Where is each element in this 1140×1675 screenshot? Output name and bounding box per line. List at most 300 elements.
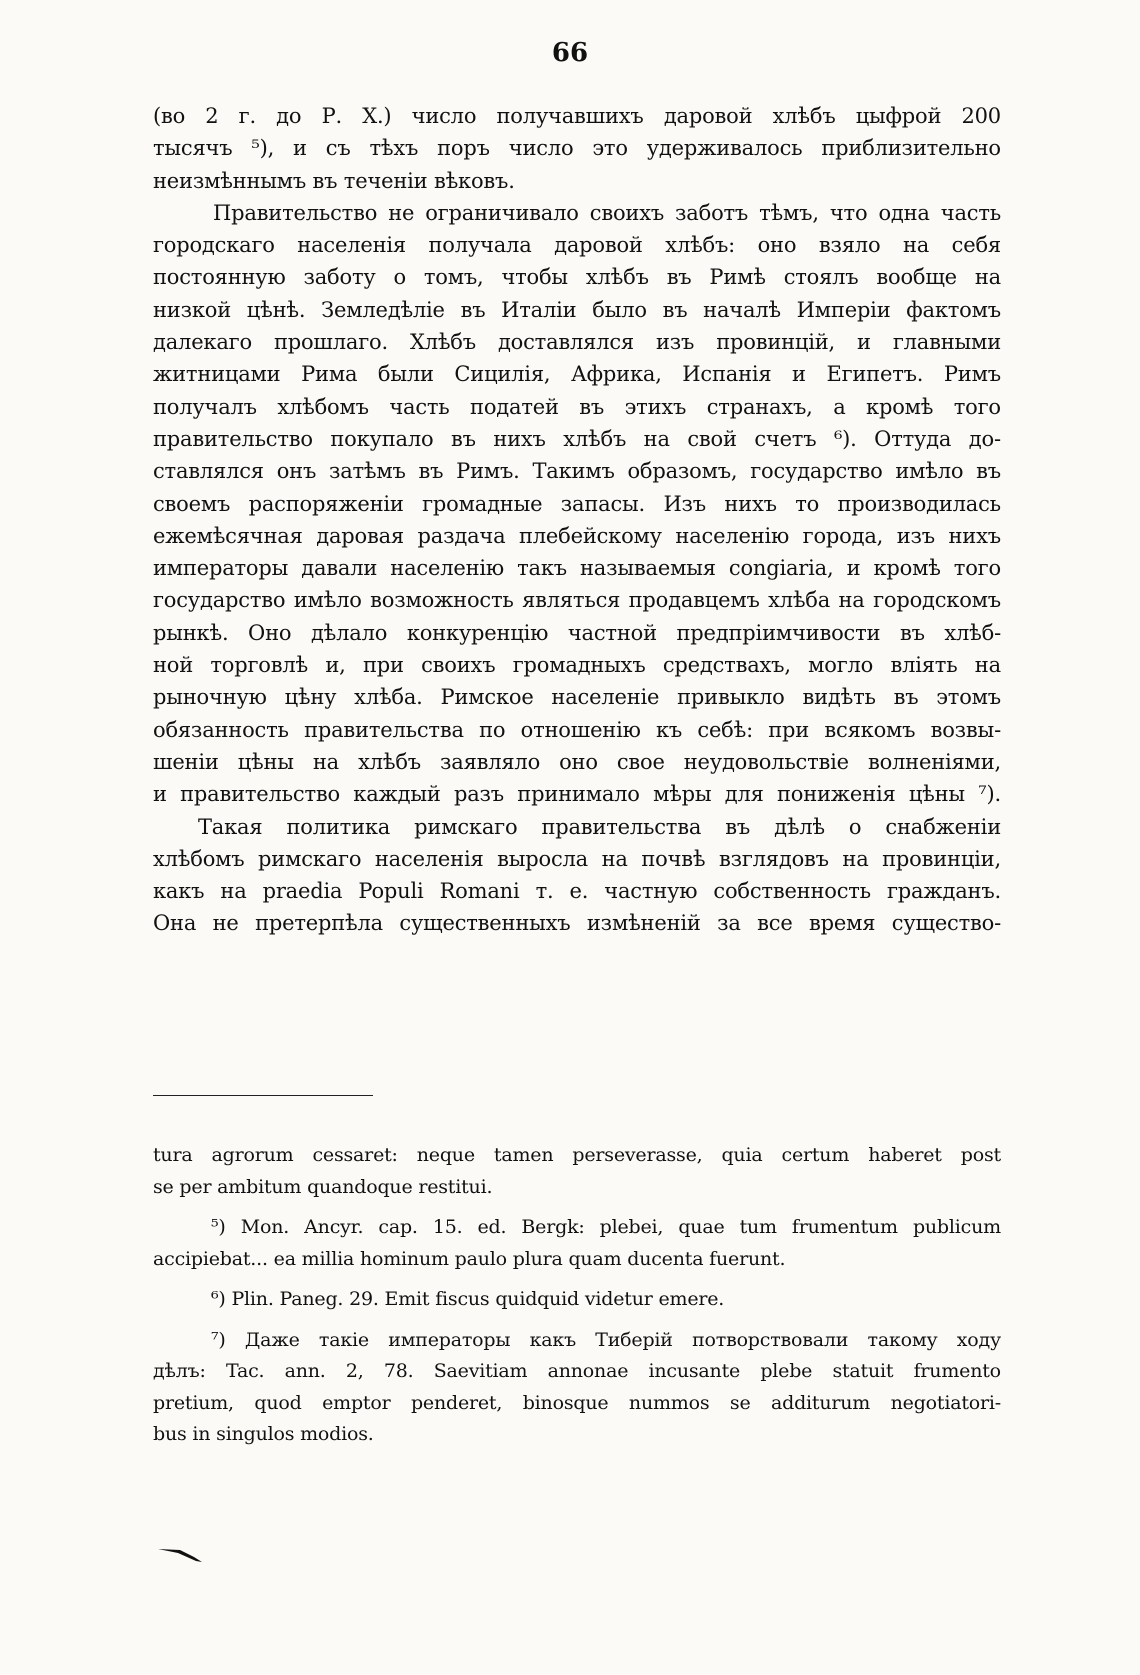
word: пониженія	[776, 782, 896, 807]
word: такъ	[517, 556, 567, 581]
word: были	[377, 362, 434, 387]
text-line	[153, 132, 1001, 164]
word: было	[592, 297, 647, 322]
word: Африка,	[570, 362, 662, 387]
word: ed.	[477, 1216, 507, 1238]
word: низкой	[153, 297, 232, 322]
word: Ancyr.	[304, 1216, 364, 1238]
word: заботу	[303, 265, 376, 290]
word: себѣ:	[697, 717, 753, 742]
word: видѣть	[802, 685, 876, 710]
footnote-6: ⁶) Plin. Paneg. 29. Emit fiscus quidquid videtur emere.	[211, 1288, 725, 1310]
word: cessaret:	[312, 1144, 398, 1166]
word: даровая	[316, 523, 404, 548]
word: plebei,	[599, 1216, 664, 1238]
word: всякомъ	[824, 717, 916, 742]
footnote-line: accipiebat... ea millia hominum paulo plura quam ducenta fuerunt.	[153, 1247, 786, 1270]
word: число	[508, 136, 574, 161]
word: взяло	[818, 233, 881, 258]
word: въ	[460, 297, 486, 322]
word: правительства	[541, 814, 702, 839]
word: ставлялся	[153, 459, 264, 484]
word: образомъ,	[627, 459, 738, 484]
word: въ	[579, 394, 605, 419]
word: Сицилія,	[454, 362, 551, 387]
word: negotiatori-	[890, 1391, 1001, 1414]
text-line	[153, 229, 1001, 261]
word: т.	[535, 879, 554, 904]
word: каждый	[353, 782, 441, 807]
word: хлѣба	[768, 588, 831, 613]
word: 200	[961, 104, 1001, 128]
word: почвѣ	[641, 846, 706, 871]
footnote-line: bus in singulos modios.	[153, 1423, 374, 1445]
word: заявляло	[440, 749, 541, 774]
word: затѣмъ	[328, 459, 406, 484]
word: въ	[893, 685, 919, 710]
text-line	[153, 552, 1001, 584]
word: города,	[802, 523, 884, 548]
word: чтобы	[501, 265, 568, 290]
text-line	[153, 423, 1001, 455]
text-line	[153, 100, 1001, 132]
word: additurum	[770, 1391, 871, 1414]
word: населенія	[297, 233, 406, 258]
word: въ	[662, 297, 688, 322]
word: время	[809, 911, 876, 936]
word: это	[592, 136, 628, 161]
word: существо-	[891, 911, 1001, 936]
footnotes	[153, 1140, 1001, 1451]
word: частную	[604, 879, 698, 904]
word: привыкло	[677, 685, 785, 710]
word: шеніи	[153, 749, 219, 774]
word: поръ	[437, 136, 490, 161]
word: а	[833, 394, 846, 419]
word: е.	[569, 879, 589, 904]
word: хлѣба.	[354, 685, 423, 710]
word: на	[312, 749, 340, 774]
word: frumento	[913, 1360, 1001, 1382]
word: провинцій,	[716, 330, 836, 355]
word: на	[838, 588, 865, 613]
word: на	[220, 879, 247, 904]
word: 2	[205, 104, 219, 128]
word: нихъ	[724, 491, 777, 516]
word: правительства	[304, 717, 464, 742]
word: городскаго	[153, 233, 275, 258]
word: haberet	[868, 1144, 942, 1166]
word: отношенію	[520, 717, 641, 742]
word: житницами	[153, 362, 281, 387]
word: на	[842, 846, 869, 871]
text-line	[153, 197, 1001, 229]
word: то	[795, 491, 820, 516]
word: при	[362, 653, 404, 678]
word: до-	[968, 426, 1001, 451]
word: pretium,	[153, 1391, 234, 1414]
word: своихъ	[421, 653, 496, 678]
word: и	[792, 362, 806, 387]
word: ⁵),	[251, 136, 275, 161]
word: 78.	[383, 1360, 414, 1382]
word: хлѣбъ	[358, 749, 421, 774]
word: congiaria,	[728, 556, 834, 581]
word: вообще	[876, 265, 957, 290]
word: Saevitiam	[433, 1360, 528, 1382]
word: своемъ	[153, 491, 231, 516]
word: и,	[325, 653, 346, 678]
word: онъ	[276, 459, 317, 484]
word: взглядовъ	[718, 846, 829, 871]
word: Даже	[244, 1328, 300, 1351]
word: Оттуда	[874, 426, 952, 451]
word: приблизительно	[821, 136, 1001, 161]
word: даровой	[663, 104, 753, 128]
text-line	[153, 746, 1001, 778]
word: emptor	[322, 1391, 391, 1414]
word: Mon.	[240, 1216, 290, 1238]
word: тѣхъ	[369, 136, 419, 161]
word: ann.	[284, 1360, 326, 1382]
word: Рима	[301, 362, 358, 387]
word: возможность	[370, 588, 514, 613]
text-line: неизмѣннымъ въ теченіи вѣковъ.	[153, 168, 515, 193]
word: на	[902, 233, 930, 258]
word: раздача	[417, 523, 506, 548]
word: средствахъ,	[662, 653, 791, 678]
word: предпріимчивости	[676, 620, 881, 645]
word: ной	[153, 653, 194, 678]
text-line	[153, 843, 1001, 875]
word: Земледѣліе	[321, 297, 445, 322]
word: къ	[656, 717, 683, 742]
word: рыночную	[153, 685, 267, 710]
word: въ	[725, 814, 751, 839]
word: гражданъ.	[886, 879, 1001, 904]
word: оно	[559, 749, 598, 774]
word: plebe	[760, 1360, 813, 1382]
word: разъ	[453, 782, 504, 807]
word: этомъ	[936, 685, 1001, 710]
word: quod	[254, 1391, 302, 1414]
footnote-line	[153, 1356, 1001, 1388]
word: до	[276, 104, 302, 128]
word: началѣ	[703, 297, 781, 322]
text-line	[153, 584, 1001, 616]
word: тѣмъ,	[759, 200, 819, 225]
word: о	[848, 814, 862, 839]
word: и	[153, 782, 167, 807]
word: называемыя	[580, 556, 716, 581]
word: изъ	[656, 330, 695, 355]
word: на	[974, 265, 1001, 290]
text-line	[153, 811, 1001, 843]
word: цѣны	[908, 782, 965, 807]
text-line	[153, 649, 1001, 681]
text-line	[153, 261, 1001, 293]
word: tamen	[493, 1144, 554, 1166]
word: городскомъ	[873, 588, 1001, 613]
word: часть	[389, 394, 450, 419]
text-line	[153, 488, 1001, 520]
word: по	[479, 717, 506, 742]
word: perseverasse,	[572, 1144, 703, 1166]
word: кромѣ	[866, 394, 934, 419]
word: Испанія	[682, 362, 772, 387]
footnote-line	[153, 1140, 1001, 1172]
word: ограничивало	[425, 200, 579, 225]
word: Римское	[440, 685, 534, 710]
word: не	[212, 911, 239, 936]
word: выросла	[497, 846, 588, 871]
word: рынкѣ.	[153, 620, 229, 645]
text-line	[153, 358, 1001, 390]
ink-mark	[158, 1545, 203, 1563]
word: о	[393, 265, 406, 290]
word: населенія	[374, 846, 484, 871]
word: число	[411, 104, 477, 128]
word: могло	[808, 653, 874, 678]
word: ежемѣсячная	[153, 523, 303, 548]
word: распоряженіи	[248, 491, 404, 516]
footnote-separator	[153, 1095, 373, 1096]
word: не	[388, 200, 415, 225]
word: Тиберій	[595, 1328, 673, 1351]
word: дѣлало	[310, 620, 388, 645]
footnote-line: se per ambitum quandoque restitui.	[153, 1175, 493, 1198]
word: тысячъ	[153, 136, 233, 161]
word: цѣнѣ.	[246, 297, 306, 322]
word: за	[717, 911, 741, 936]
text-line	[153, 778, 1001, 810]
word: стоялъ	[783, 265, 859, 290]
word: ⁵)	[211, 1216, 226, 1238]
word: хлѣбъ	[772, 104, 836, 128]
word: Populi	[358, 879, 424, 904]
word: населенію	[675, 523, 790, 548]
word: цѣны	[237, 749, 294, 774]
word: хлѣбъ	[585, 265, 649, 290]
word: странахъ,	[706, 394, 813, 419]
word: хлѣбомъ	[277, 394, 369, 419]
word: кромѣ	[873, 556, 941, 581]
word: binosque	[522, 1391, 609, 1414]
text-line	[153, 681, 1001, 713]
word: волненіями,	[867, 749, 1001, 774]
word: существенныхъ	[399, 911, 571, 936]
word: (во	[153, 104, 186, 128]
text-line	[153, 391, 1001, 423]
word: annonae	[547, 1360, 629, 1382]
word: такому	[867, 1328, 938, 1351]
word: получалъ	[153, 394, 257, 419]
word: Bergk:	[521, 1216, 585, 1238]
word: въ	[666, 265, 692, 290]
word: Такая	[198, 814, 263, 839]
word: tum	[739, 1216, 777, 1238]
word: nummos	[628, 1391, 710, 1414]
word: громадные	[422, 491, 543, 516]
word: политика	[286, 814, 391, 839]
word: того	[953, 394, 1001, 419]
word: ходу	[956, 1328, 1001, 1351]
word: одна	[878, 200, 930, 225]
word: прошлаго.	[273, 330, 388, 355]
word: какъ	[529, 1328, 576, 1351]
word: Египетъ.	[826, 362, 924, 387]
word: получавшихъ	[496, 104, 644, 128]
word: tura	[153, 1144, 193, 1166]
word: этихъ	[624, 394, 687, 419]
word: se	[729, 1391, 751, 1414]
word: agrorum	[211, 1144, 294, 1166]
word: penderet,	[410, 1391, 503, 1414]
word: томъ,	[423, 265, 484, 290]
word: конкуренцію	[406, 620, 549, 645]
word: торговлѣ	[210, 653, 308, 678]
word: провинціи,	[882, 846, 1001, 871]
word: 2,	[345, 1360, 364, 1382]
word: императоры	[153, 556, 289, 581]
word: Правительство	[213, 200, 378, 225]
word: производилась	[837, 491, 1001, 516]
word: правительство	[180, 782, 340, 807]
word: quia	[721, 1144, 763, 1166]
text-line	[153, 326, 1001, 358]
text-line	[153, 907, 1001, 939]
word: г.	[238, 104, 256, 128]
word: являться	[522, 588, 621, 613]
word: publicum	[912, 1216, 1001, 1238]
word: praedia	[262, 879, 343, 904]
word: Римъ.	[456, 459, 520, 484]
word: quae	[678, 1216, 725, 1238]
word: императоры	[388, 1328, 511, 1351]
word: податей	[470, 394, 559, 419]
word: ⁶).	[833, 426, 857, 451]
footnote-7	[153, 1325, 1001, 1357]
word: счетъ	[754, 426, 817, 451]
word: дѣлѣ	[774, 814, 825, 839]
word: frumentum	[791, 1216, 898, 1238]
text-line	[153, 455, 1001, 487]
word: Римѣ	[709, 265, 766, 290]
word: часть	[940, 200, 1001, 225]
word: для	[724, 782, 764, 807]
word: фактомъ	[906, 297, 1001, 322]
word: Tac.	[225, 1360, 265, 1382]
word: въ	[418, 459, 444, 484]
word: все	[757, 911, 793, 936]
word: потворствовали	[692, 1328, 849, 1351]
word: statuit	[832, 1360, 894, 1382]
word: удерживалось	[646, 136, 803, 161]
word: вліять	[890, 653, 958, 678]
word: далекаго	[153, 330, 252, 355]
word: давали	[301, 556, 378, 581]
page-number: 66	[551, 38, 589, 68]
word: какъ	[153, 879, 205, 904]
word: neque	[416, 1144, 475, 1166]
body-text	[153, 100, 1001, 940]
word: цыфрой	[855, 104, 942, 128]
word: населенію	[390, 556, 504, 581]
word: хлѣбъ:	[665, 233, 736, 258]
word: государство	[750, 459, 883, 484]
word: при	[768, 717, 810, 742]
word: Р.	[321, 104, 342, 128]
word: оно	[757, 233, 797, 258]
word: правительство	[153, 426, 313, 451]
word: имѣло	[293, 588, 362, 613]
word: Имперіи	[796, 297, 891, 322]
word: изъ	[896, 523, 935, 548]
word: съ	[325, 136, 351, 161]
word: возвы-	[930, 717, 1001, 742]
word: громадныхъ	[512, 653, 646, 678]
footnote-line	[153, 1388, 1001, 1420]
word: такіе	[318, 1328, 369, 1351]
word: своихъ	[589, 200, 664, 225]
word: post	[960, 1144, 1001, 1166]
word: доставлялся	[497, 330, 634, 355]
word: на	[974, 653, 1001, 678]
word: cap.	[378, 1216, 418, 1238]
word: принимало	[517, 782, 640, 807]
text-line	[153, 520, 1001, 552]
word: даровой	[554, 233, 643, 258]
text-line	[153, 617, 1001, 649]
word: запасы.	[560, 491, 646, 516]
word: Она	[153, 911, 197, 936]
text-line	[153, 714, 1001, 746]
word: въ	[899, 620, 925, 645]
word: хлѣб-	[944, 620, 1001, 645]
word: свой	[687, 426, 737, 451]
word: certum	[781, 1144, 850, 1166]
word: и	[846, 556, 861, 581]
word: Хлѣбъ	[409, 330, 476, 355]
word: обязанность	[153, 717, 289, 742]
word: претерпѣла	[255, 911, 383, 936]
word: себя	[951, 233, 1001, 258]
text-line	[153, 875, 1001, 907]
word: неудовольствіе	[683, 749, 849, 774]
word: Х.)	[362, 104, 392, 128]
text-line	[153, 294, 1001, 326]
word: населеніе	[551, 685, 660, 710]
word: въ	[976, 459, 1001, 484]
footnote-5	[153, 1212, 1001, 1244]
word: римскаго	[414, 814, 518, 839]
word: нихъ	[948, 523, 1001, 548]
word: хлѣбомъ	[153, 846, 245, 871]
word: продавцемъ	[628, 588, 760, 613]
word: Италіи	[501, 297, 577, 322]
word: incusante	[648, 1360, 741, 1382]
word: государство	[153, 588, 286, 613]
word: постоянную	[153, 265, 286, 290]
word: римскаго	[258, 846, 362, 871]
word: того	[953, 556, 1001, 581]
word: главными	[892, 330, 1001, 355]
word: снабженіи	[885, 814, 1001, 839]
word: ⁷)	[211, 1328, 226, 1351]
word: въ	[450, 426, 476, 451]
word: Romani	[439, 879, 520, 904]
word: нихъ	[493, 426, 546, 451]
